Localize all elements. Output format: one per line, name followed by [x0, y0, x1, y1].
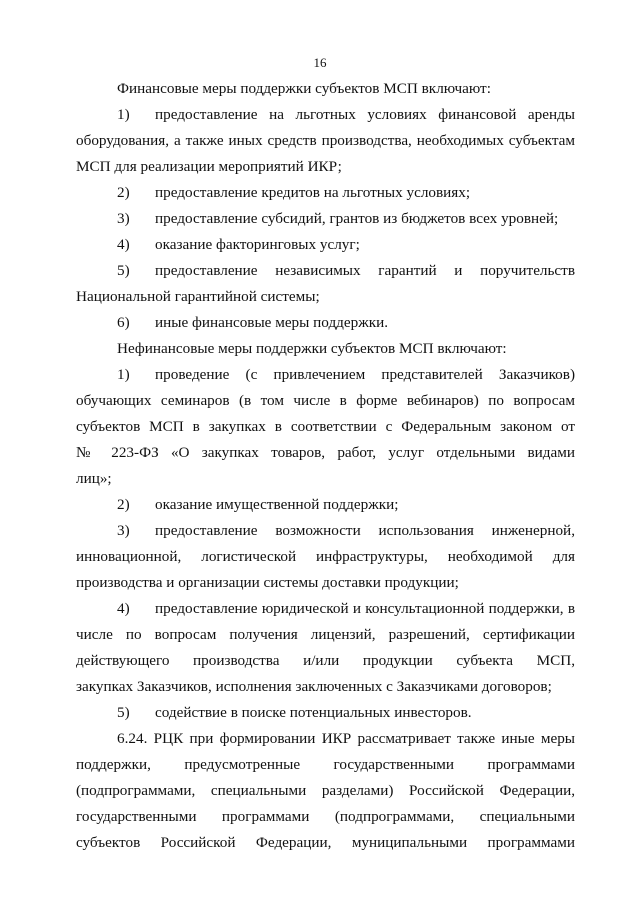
text-line: 6.24. РЦК при формировании ИКР рассматривает также иные меры — [117, 730, 575, 747]
list-number: 3) — [117, 522, 130, 539]
text-line: оказание факторинговых услуг; — [155, 236, 360, 253]
list-number: 3) — [117, 210, 130, 227]
paragraph-heading: Финансовые меры поддержки субъектов МСП включают: — [117, 80, 491, 97]
text-line: инновационной, логистической инфраструктуры, необходимой для — [76, 548, 575, 565]
text-line: субъектов Российской Федерации, муниципальными программами — [76, 834, 575, 851]
list-number: 4) — [117, 600, 130, 617]
text-line: действующего производства и/или продукции субъекта МСП, — [76, 652, 575, 669]
text-line: предоставление субсидий, грантов из бюджетов всех уровней; — [155, 210, 559, 227]
text-line: предоставление возможности использования инженерной, — [155, 522, 575, 539]
text-line: МСП для реализации мероприятий ИКР; — [76, 158, 342, 175]
text-line: иные финансовые меры поддержки. — [155, 314, 389, 331]
list-number: 5) — [117, 704, 130, 721]
text-line: государственными программами (подпрограммами, специальными — [76, 808, 575, 825]
list-number: 1) — [117, 366, 130, 383]
list-number: 1) — [117, 106, 130, 123]
text-line: Национальной гарантийной системы; — [76, 288, 320, 305]
page-number: 16 — [313, 55, 327, 70]
list-number: 4) — [117, 236, 130, 253]
list-number: 2) — [117, 184, 130, 201]
text-line: оборудования, а также иных средств производства, необходимых субъектам — [76, 132, 575, 149]
text-line: субъектов МСП в закупках в соответствии с Федеральным законом от — [76, 418, 575, 435]
text-line: № 223-ФЗ «О закупках товаров, работ, услуг отдельными видами — [76, 444, 575, 461]
text-line: поддержки, предусмотренные государственными программами — [76, 756, 575, 773]
text-line: (подпрограммами, специальными разделами) Российской Федерации, — [76, 782, 575, 799]
text-line: производства и организации системы доставки продукции; — [76, 574, 459, 591]
text-line: оказание имущественной поддержки; — [155, 496, 399, 513]
text-line: обучающих семинаров (в том числе в форме вебинаров) по вопросам — [76, 392, 575, 409]
list-number: 2) — [117, 496, 130, 513]
text-line: числе по вопросам получения лицензий, разрешений, сертификации — [76, 626, 575, 643]
text-line: предоставление юридической и консультационной поддержки, в — [155, 600, 575, 617]
list-number: 6) — [117, 314, 130, 331]
text-line: лиц»; — [76, 470, 112, 487]
text-line: предоставление на льготных условиях финансовой аренды — [155, 106, 575, 123]
text-line: проведение (с привлечением представителей Заказчиков) — [155, 366, 575, 383]
text-line: предоставление независимых гарантий и поручительств — [155, 262, 575, 279]
list-number: 5) — [117, 262, 130, 279]
text-line: предоставление кредитов на льготных условиях; — [155, 184, 471, 201]
text-line: содействие в поиске потенциальных инвесторов. — [155, 704, 472, 721]
text-line: закупках Заказчиков, исполнения заключенных с Заказчиками договоров; — [76, 678, 552, 695]
paragraph-heading: Нефинансовые меры поддержки субъектов МСП включают: — [117, 340, 507, 357]
